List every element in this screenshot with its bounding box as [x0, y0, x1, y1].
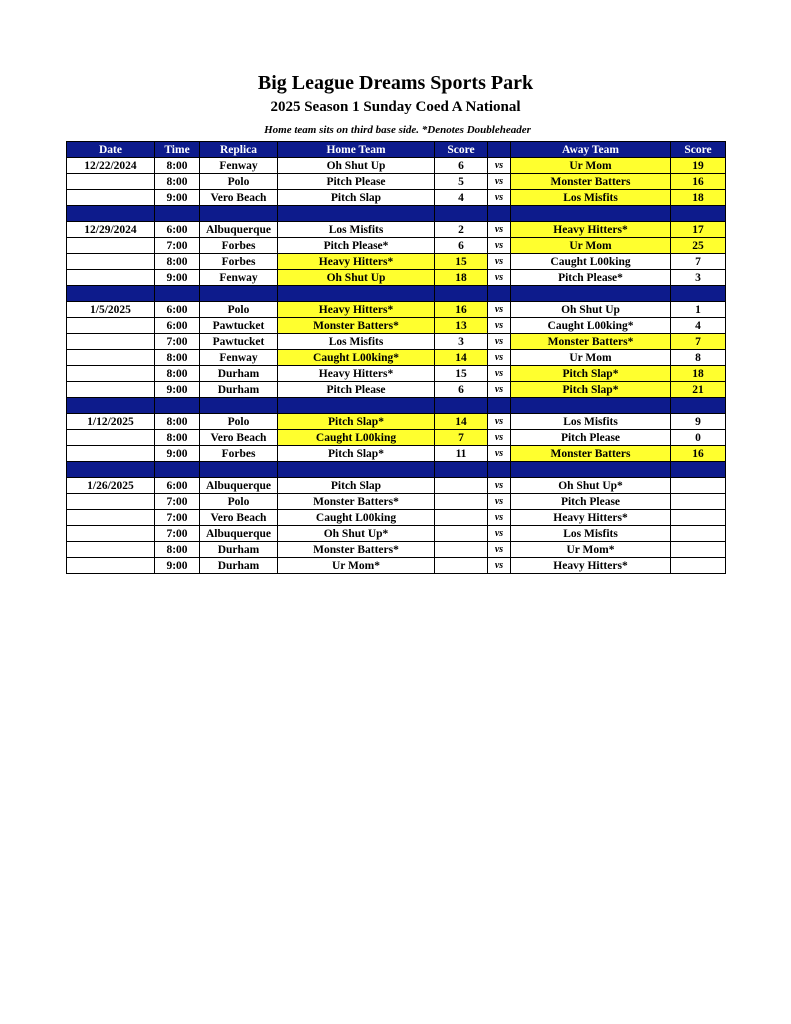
home-score-cell: 6: [435, 158, 488, 174]
game-row: [67, 382, 726, 398]
away-score-cell: 25: [671, 238, 726, 254]
vs-cell: vs: [488, 350, 511, 366]
separator-cell: [278, 206, 435, 222]
date-cell: [67, 318, 155, 334]
date-cell: [67, 446, 155, 462]
home-score-cell: 16: [435, 302, 488, 318]
away-score-cell: 1: [671, 302, 726, 318]
separator-cell: [671, 206, 726, 222]
home-score-cell: 5: [435, 174, 488, 190]
game-row: [67, 558, 726, 574]
time-cell: 7:00: [155, 334, 200, 350]
away-score-cell: 3: [671, 270, 726, 286]
time-cell: 7:00: [155, 238, 200, 254]
separator-cell: [488, 206, 511, 222]
time-cell: 8:00: [155, 414, 200, 430]
date-cell: [67, 510, 155, 526]
game-row: [67, 174, 726, 190]
away-score-cell: 7: [671, 254, 726, 270]
date-cell: [67, 350, 155, 366]
time-cell: 7:00: [155, 526, 200, 542]
away-team-cell: Los Misfits: [511, 526, 671, 542]
separator-cell: [67, 398, 155, 414]
replica-cell: Vero Beach: [200, 510, 278, 526]
replica-cell: Durham: [200, 558, 278, 574]
page-title: Big League Dreams Sports Park: [257, 72, 534, 94]
home-team-cell: Monster Batters*: [278, 494, 435, 510]
time-cell: 8:00: [155, 350, 200, 366]
date-cell: [67, 494, 155, 510]
away-score-cell: 16: [671, 446, 726, 462]
time-cell: 8:00: [155, 174, 200, 190]
away-team-cell: Pitch Please: [511, 494, 671, 510]
replica-cell: Albuquerque: [200, 478, 278, 494]
vs-cell: vs: [488, 334, 511, 350]
replica-cell: Fenway: [200, 270, 278, 286]
home-team-cell: Monster Batters*: [278, 318, 435, 334]
separator-cell: [278, 286, 435, 302]
home-team-cell: Pitch Slap*: [278, 414, 435, 430]
away-score-cell: 7: [671, 334, 726, 350]
home-team-cell: Pitch Slap: [278, 190, 435, 206]
time-cell: 9:00: [155, 190, 200, 206]
time-cell: 9:00: [155, 382, 200, 398]
vs-cell: vs: [488, 302, 511, 318]
separator-cell: [488, 398, 511, 414]
separator-cell: [278, 398, 435, 414]
home-team-cell: Caught L00king: [278, 510, 435, 526]
away-team-cell: Monster Batters*: [511, 334, 671, 350]
home-team-cell: Pitch Please: [278, 174, 435, 190]
away-team-cell: Ur Mom: [511, 238, 671, 254]
away-score-cell: 16: [671, 174, 726, 190]
home-team-cell: Heavy Hitters*: [278, 254, 435, 270]
week-separator: [67, 462, 726, 478]
separator-cell: [435, 462, 488, 478]
date-cell: [67, 382, 155, 398]
header-row: [67, 142, 726, 158]
away-score-cell: 17: [671, 222, 726, 238]
date-cell: [67, 526, 155, 542]
game-row: [67, 510, 726, 526]
date-cell: [67, 366, 155, 382]
replica-cell: Pawtucket: [200, 318, 278, 334]
separator-cell: [67, 286, 155, 302]
game-row: [67, 190, 726, 206]
separator-cell: [200, 462, 278, 478]
game-row: [67, 318, 726, 334]
home-score-cell: 2: [435, 222, 488, 238]
vs-cell: vs: [488, 558, 511, 574]
date-cell: 12/29/2024: [67, 222, 155, 238]
separator-cell: [155, 462, 200, 478]
home-score-cell: [435, 558, 488, 574]
home-score-cell: [435, 494, 488, 510]
vs-cell: vs: [488, 526, 511, 542]
game-row: [67, 158, 726, 174]
away-team-cell: Oh Shut Up*: [511, 478, 671, 494]
replica-cell: Vero Beach: [200, 190, 278, 206]
home-team-cell: Monster Batters*: [278, 542, 435, 558]
replica-cell: Albuquerque: [200, 526, 278, 542]
time-cell: 9:00: [155, 446, 200, 462]
home-team-cell: Pitch Please: [278, 382, 435, 398]
col-header-away-team: Away Team: [511, 142, 671, 158]
separator-cell: [671, 286, 726, 302]
time-cell: 9:00: [155, 558, 200, 574]
replica-cell: Polo: [200, 174, 278, 190]
away-team-cell: Heavy Hitters*: [511, 558, 671, 574]
replica-cell: Fenway: [200, 158, 278, 174]
home-team-cell: Caught L00king*: [278, 350, 435, 366]
game-row: [67, 270, 726, 286]
col-header-vs: [488, 142, 511, 158]
separator-cell: [488, 286, 511, 302]
vs-cell: vs: [488, 382, 511, 398]
week-separator: [67, 206, 726, 222]
home-team-cell: Caught L00king: [278, 430, 435, 446]
away-score-cell: 18: [671, 190, 726, 206]
vs-cell: vs: [488, 174, 511, 190]
page-subtitle: 2025 Season 1 Sunday Coed A National: [270, 99, 521, 115]
time-cell: 8:00: [155, 254, 200, 270]
away-team-cell: Ur Mom*: [511, 542, 671, 558]
separator-cell: [511, 286, 671, 302]
away-team-cell: Monster Batters: [511, 446, 671, 462]
home-team-cell: Heavy Hitters*: [278, 302, 435, 318]
home-team-cell: Pitch Please*: [278, 238, 435, 254]
replica-cell: Forbes: [200, 238, 278, 254]
date-cell: [67, 174, 155, 190]
away-team-cell: Oh Shut Up: [511, 302, 671, 318]
home-team-cell: Los Misfits: [278, 222, 435, 238]
home-score-cell: 13: [435, 318, 488, 334]
time-cell: 6:00: [155, 318, 200, 334]
replica-cell: Durham: [200, 542, 278, 558]
vs-cell: vs: [488, 446, 511, 462]
away-team-cell: Pitch Slap*: [511, 382, 671, 398]
replica-cell: Forbes: [200, 446, 278, 462]
away-score-cell: 8: [671, 350, 726, 366]
home-score-cell: [435, 478, 488, 494]
separator-cell: [155, 286, 200, 302]
away-team-cell: Heavy Hitters*: [511, 510, 671, 526]
time-cell: 6:00: [155, 222, 200, 238]
game-row: [67, 366, 726, 382]
time-cell: 7:00: [155, 510, 200, 526]
date-cell: [67, 190, 155, 206]
vs-cell: vs: [488, 238, 511, 254]
vs-cell: vs: [488, 318, 511, 334]
date-cell: 12/22/2024: [67, 158, 155, 174]
separator-cell: [511, 462, 671, 478]
time-cell: 7:00: [155, 494, 200, 510]
date-cell: [67, 334, 155, 350]
separator-cell: [200, 398, 278, 414]
vs-cell: vs: [488, 222, 511, 238]
replica-cell: Durham: [200, 382, 278, 398]
game-row: [67, 334, 726, 350]
home-team-cell: Oh Shut Up*: [278, 526, 435, 542]
vs-cell: vs: [488, 158, 511, 174]
replica-cell: Pawtucket: [200, 334, 278, 350]
col-header-replica: Replica: [200, 142, 278, 158]
replica-cell: Polo: [200, 494, 278, 510]
away-score-cell: 0: [671, 430, 726, 446]
separator-cell: [200, 206, 278, 222]
home-score-cell: 6: [435, 382, 488, 398]
separator-cell: [67, 462, 155, 478]
home-score-cell: [435, 542, 488, 558]
col-header-home-score: Score: [435, 142, 488, 158]
game-row: [67, 350, 726, 366]
replica-cell: Polo: [200, 414, 278, 430]
time-cell: 6:00: [155, 302, 200, 318]
replica-cell: Fenway: [200, 350, 278, 366]
vs-cell: vs: [488, 414, 511, 430]
away-score-cell: 19: [671, 158, 726, 174]
vs-cell: vs: [488, 478, 511, 494]
col-header-away-score: Score: [671, 142, 726, 158]
separator-cell: [511, 398, 671, 414]
col-header-home-team: Home Team: [278, 142, 435, 158]
away-score-cell: [671, 558, 726, 574]
away-team-cell: Caught L00king*: [511, 318, 671, 334]
separator-cell: [200, 286, 278, 302]
away-team-cell: Ur Mom: [511, 350, 671, 366]
time-cell: 8:00: [155, 542, 200, 558]
home-team-cell: Los Misfits: [278, 334, 435, 350]
schedule-table: [66, 141, 726, 574]
home-score-cell: 14: [435, 414, 488, 430]
away-team-cell: Pitch Slap*: [511, 366, 671, 382]
home-score-cell: 7: [435, 430, 488, 446]
away-team-cell: Heavy Hitters*: [511, 222, 671, 238]
game-row: [67, 414, 726, 430]
separator-cell: [155, 398, 200, 414]
vs-cell: vs: [488, 190, 511, 206]
time-cell: 8:00: [155, 430, 200, 446]
away-team-cell: Pitch Please: [511, 430, 671, 446]
game-row: [67, 238, 726, 254]
home-score-cell: 14: [435, 350, 488, 366]
time-cell: 8:00: [155, 366, 200, 382]
away-score-cell: [671, 494, 726, 510]
home-team-cell: Pitch Slap: [278, 478, 435, 494]
time-cell: 6:00: [155, 478, 200, 494]
vs-cell: vs: [488, 366, 511, 382]
game-row: [67, 222, 726, 238]
week-separator: [67, 398, 726, 414]
date-cell: [67, 430, 155, 446]
game-row: [67, 494, 726, 510]
separator-cell: [671, 398, 726, 414]
home-team-cell: Oh Shut Up: [278, 270, 435, 286]
away-score-cell: [671, 510, 726, 526]
separator-cell: [435, 206, 488, 222]
replica-cell: Vero Beach: [200, 430, 278, 446]
vs-cell: vs: [488, 270, 511, 286]
separator-cell: [671, 462, 726, 478]
away-score-cell: [671, 526, 726, 542]
time-cell: 9:00: [155, 270, 200, 286]
away-score-cell: 18: [671, 366, 726, 382]
date-cell: [67, 254, 155, 270]
away-team-cell: Caught L00king: [511, 254, 671, 270]
away-team-cell: Ur Mom: [511, 158, 671, 174]
col-header-date: Date: [67, 142, 155, 158]
date-cell: [67, 270, 155, 286]
away-score-cell: 21: [671, 382, 726, 398]
week-separator: [67, 286, 726, 302]
home-team-cell: Heavy Hitters*: [278, 366, 435, 382]
home-score-cell: 3: [435, 334, 488, 350]
home-team-cell: Pitch Slap*: [278, 446, 435, 462]
replica-cell: Albuquerque: [200, 222, 278, 238]
date-cell: [67, 558, 155, 574]
away-team-cell: Pitch Please*: [511, 270, 671, 286]
home-team-cell: Ur Mom*: [278, 558, 435, 574]
home-score-cell: 15: [435, 366, 488, 382]
separator-cell: [435, 286, 488, 302]
game-row: [67, 430, 726, 446]
vs-cell: vs: [488, 254, 511, 270]
home-score-cell: 11: [435, 446, 488, 462]
game-row: [67, 446, 726, 462]
separator-cell: [67, 206, 155, 222]
game-row: [67, 478, 726, 494]
away-team-cell: Los Misfits: [511, 190, 671, 206]
col-header-time: Time: [155, 142, 200, 158]
vs-cell: vs: [488, 510, 511, 526]
game-row: [67, 254, 726, 270]
separator-cell: [278, 462, 435, 478]
time-cell: 8:00: [155, 158, 200, 174]
home-score-cell: [435, 510, 488, 526]
date-cell: [67, 238, 155, 254]
date-cell: [67, 542, 155, 558]
away-score-cell: [671, 478, 726, 494]
replica-cell: Polo: [200, 302, 278, 318]
home-score-cell: 18: [435, 270, 488, 286]
home-team-cell: Oh Shut Up: [278, 158, 435, 174]
game-row: [67, 302, 726, 318]
home-score-cell: 15: [435, 254, 488, 270]
home-score-cell: [435, 526, 488, 542]
away-team-cell: Los Misfits: [511, 414, 671, 430]
replica-cell: Durham: [200, 366, 278, 382]
away-score-cell: [671, 542, 726, 558]
home-score-cell: 6: [435, 238, 488, 254]
separator-cell: [155, 206, 200, 222]
separator-cell: [435, 398, 488, 414]
schedule-note: Home team sits on third base side. *Denotes Doubleheader: [264, 124, 531, 136]
away-team-cell: Monster Batters: [511, 174, 671, 190]
game-row: [67, 542, 726, 558]
replica-cell: Forbes: [200, 254, 278, 270]
away-score-cell: 4: [671, 318, 726, 334]
separator-cell: [488, 462, 511, 478]
vs-cell: vs: [488, 430, 511, 446]
date-cell: 1/12/2025: [67, 414, 155, 430]
game-row: [67, 526, 726, 542]
date-cell: 1/26/2025: [67, 478, 155, 494]
date-cell: 1/5/2025: [67, 302, 155, 318]
separator-cell: [511, 206, 671, 222]
away-score-cell: 9: [671, 414, 726, 430]
vs-cell: vs: [488, 494, 511, 510]
vs-cell: vs: [488, 542, 511, 558]
home-score-cell: 4: [435, 190, 488, 206]
